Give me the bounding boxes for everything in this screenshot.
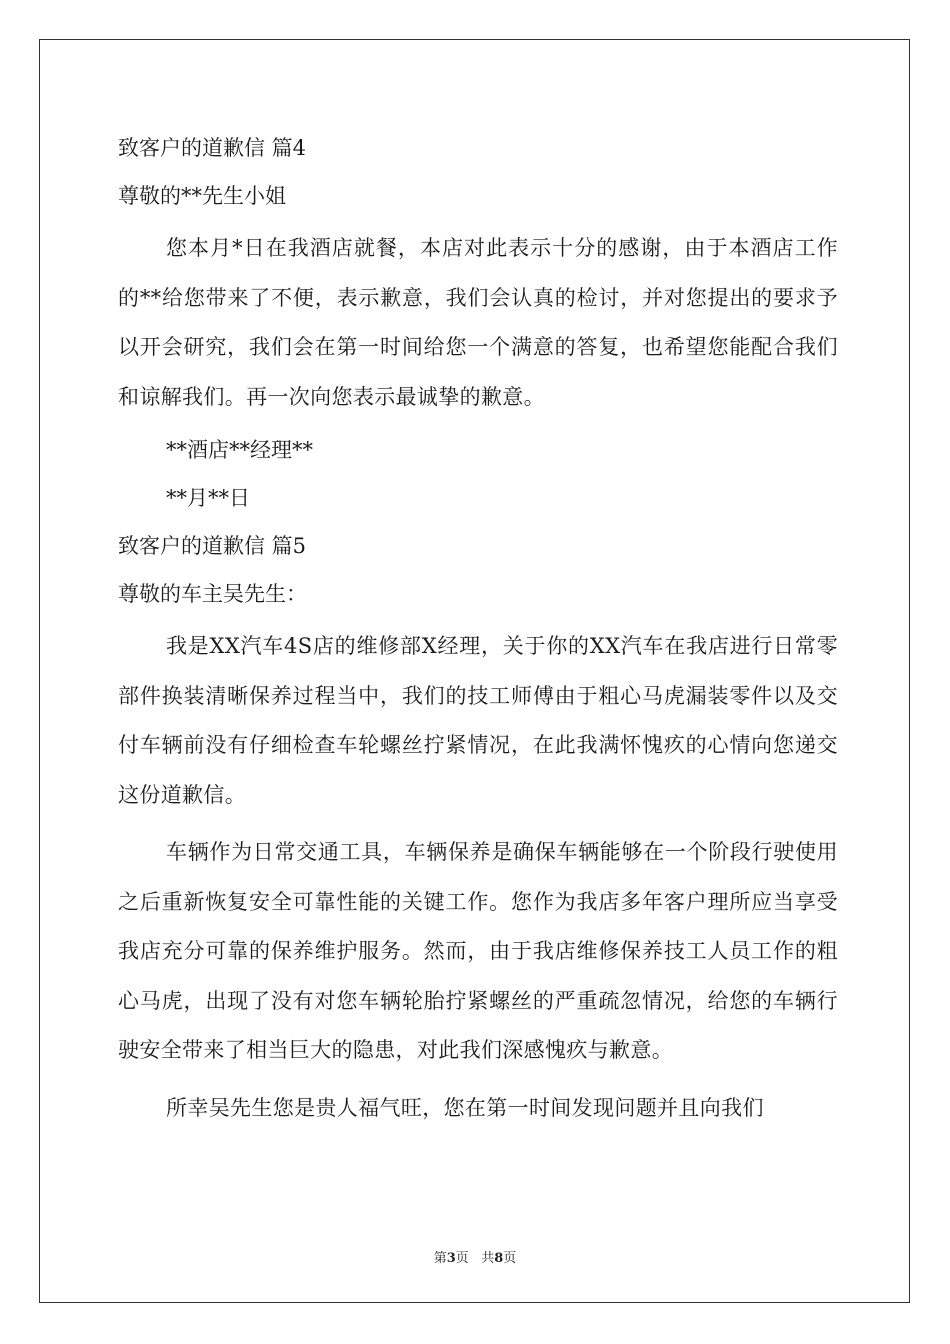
- page-number: 3: [446, 1251, 456, 1266]
- salutation: 尊敬的**先生小姐: [118, 184, 286, 208]
- date-line: **月**日: [166, 486, 250, 510]
- signature: **酒店**经理**: [166, 438, 313, 462]
- page-prefix: 第: [433, 1251, 447, 1266]
- section-heading: 致客户的道歉信 篇4: [118, 136, 307, 160]
- page-suffix: 页: [455, 1251, 469, 1266]
- body-paragraph: 您本月*日在我酒店就餐，本店对此表示十分的感谢，由于本酒店工作的**给您带来了不便，表示歉意，我们会认真的检讨，并对您提出的要求予以开会研究，我们会在第一时间给您一个满意的答复，也希望您能配合我们和谅解我们。再一次向您表示最诚挚的歉意。: [118, 236, 838, 409]
- total-suffix: 页: [503, 1251, 517, 1266]
- total-pages: 8: [494, 1251, 504, 1266]
- salutation: 尊敬的车主吴先生：: [118, 582, 307, 606]
- total-prefix: 共: [481, 1251, 495, 1266]
- body-paragraph: 我是XX汽车4S店的维修部X经理，关于你的XX汽车在我店进行日常零部件换装清晰保养过程当中，我们的技工师傅由于粗心马虎漏装零件以及交付车辆前没有仔细检查车轮螺丝拧紧情况，在此我满怀愧疚的心情向您递交这份道歉信。: [118, 634, 838, 807]
- document-body: [118, 128, 838, 1133]
- body-paragraph: 所幸吴先生您是贵人福气旺，您在第一时间发现问题并且向我们: [166, 1095, 764, 1120]
- section-heading: 致客户的道歉信 篇5: [118, 534, 307, 558]
- page-footer: [0, 1247, 950, 1266]
- body-paragraph: 车辆作为日常交通工具，车辆保养是确保车辆能够在一个阶段行驶使用之后重新恢复安全可靠性能的关键工作。您作为我店多年客户理所应当享受我店充分可靠的保养维护服务。然而，由于我店维修保养技工人员工作的粗心马虎，出现了没有对您车辆轮胎拧紧螺丝的严重疏忽情况，给您的车辆行驶安全带来了相当巨大的隐患，对此我们深感愧疚与歉意。: [118, 840, 838, 1062]
